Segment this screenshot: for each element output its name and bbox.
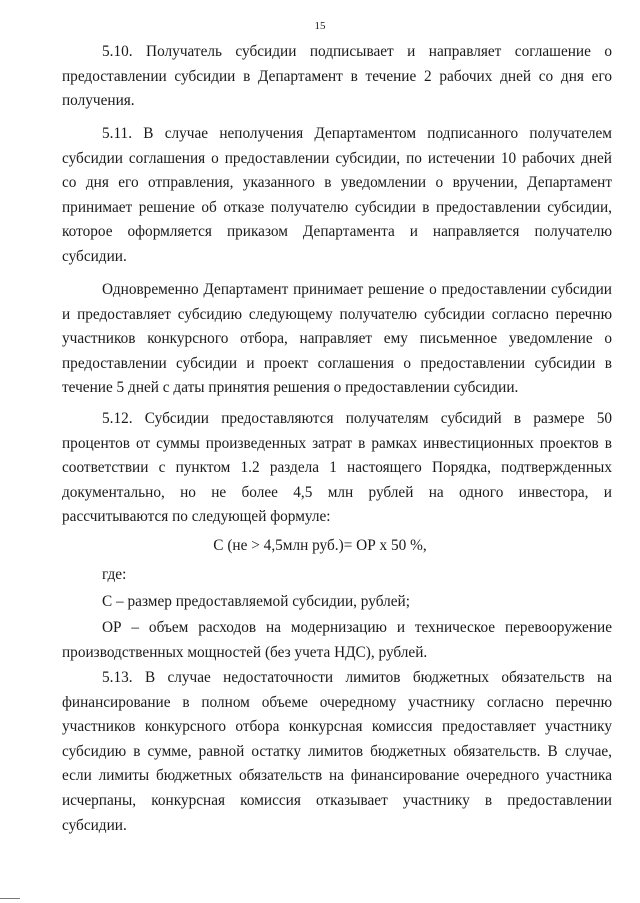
text-line: субсидии соглашения о предоставлении субсидии, по истечении 10 рабочих дней [62,149,612,167]
text-line: которое оформляется приказом Департамента и направляется получателю [62,223,612,241]
page-edge-rule [0,898,20,899]
text-line: со дня его отправления, указанного в уведомлении о вручении, Департамент [62,174,612,192]
text-line: 5.13. В случае недостаточности лимитов бюджетных обязательств на [102,669,612,686]
text-line: исчерпаны, конкурсная комиссия отказывает участнику в предоставлении [62,791,612,809]
text-line: 5.11. В случае неполучения Департаментом подписанного получателем [102,125,612,142]
text-line: процентов от суммы произведенных затрат в рамках инвестиционных проектов в [62,434,612,452]
text-line: и предоставляет субсидию следующему получателю субсидии согласно перечню [62,305,612,323]
text-line: получения. [62,92,135,110]
paragraph-simultaneously [62,278,612,401]
text-line: производственных мощностей (без учета НДС), рублей. [62,643,428,661]
text-line: соответствии с пунктом 1.2 раздела 1 настоящего Порядка, подтвержденных [62,459,612,477]
text-line: субсидию в сумме, равной остатку лимитов бюджетных обязательств. В случае, [62,742,612,760]
definition-c [62,590,612,615]
text-line: где: [102,566,127,583]
text-line: участников конкурсного отбора конкурсная комиссия предоставляет участнику [62,718,612,736]
text-line: предоставлении субсидии в Департамент в течение 2 рабочих дней со дня его [62,67,612,85]
text-line: принимает решение об отказе получателю субсидии в предоставлении субсидии, [62,198,612,216]
definition-op [62,616,612,665]
subsidy-formula: С (не > 4,5млн руб.)= ОР х 50 %, [213,537,427,554]
text-line: документально, но не более 4,5 млн рублей на одного инвестора, и [62,483,612,501]
text-line: С – размер предоставляемой субсидии, рублей; [102,593,410,610]
text-line: Одновременно Департамент принимает решение о предоставлении субсидии [102,281,612,298]
page-number: 15 [314,20,326,32]
text-line: ОР – объем расходов на модернизацию и техническое перевооружение [102,619,612,636]
where-label [62,563,612,588]
text-line: рассчитываются по следующей формуле: [62,508,331,526]
text-line: 5.12. Субсидии предоставляются получателям субсидий в размере 50 [102,410,612,427]
text-line: субсидии. [62,816,127,834]
text-line: предоставлении субсидии и проект соглашения о предоставлении субсидии в [62,354,612,372]
paragraph-5-10 [62,40,612,114]
text-line: участников конкурсного отбора, направляет ему письменное уведомление о [62,330,612,348]
text-line: субсидии. [62,247,127,265]
paragraph-5-12 [62,407,612,530]
text-line: финансирование в полном объеме очередному участнику согласно перечню [62,693,612,711]
paragraph-5-11 [62,122,612,270]
text-line: если лимиты бюджетных обязательств на финансирование очередного участника [62,767,612,785]
paragraph-5-13 [62,666,612,838]
text-line: 5.10. Получатель субсидии подписывает и направляет соглашение о [102,43,612,60]
text-line: течение 5 дней с даты принятия решения о предоставлении субсидии. [62,379,519,397]
